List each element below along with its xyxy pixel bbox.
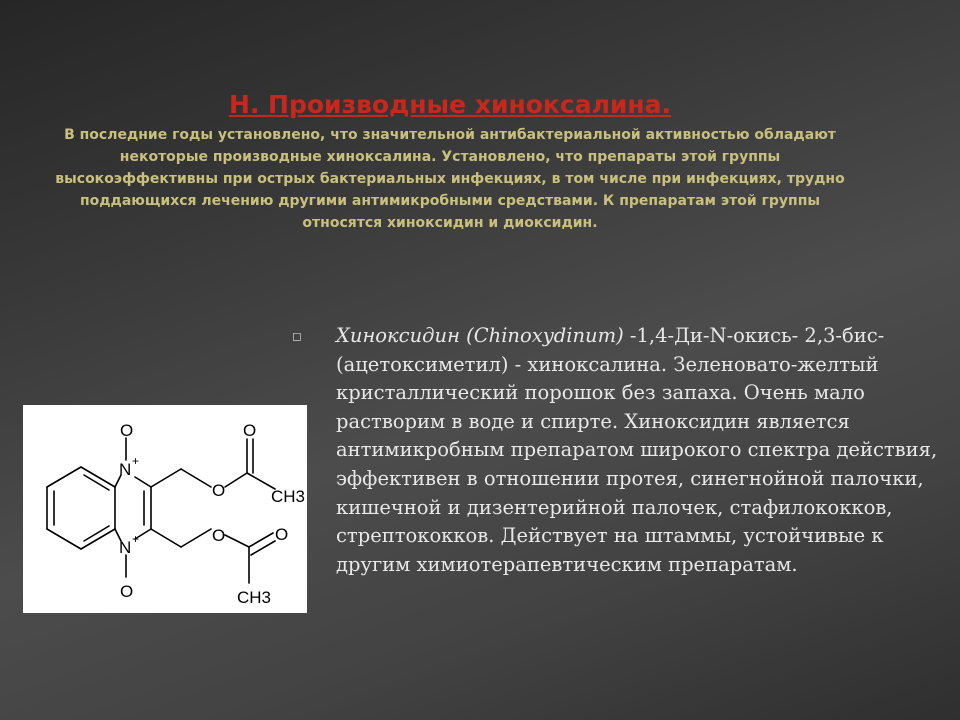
- bond: [47, 529, 81, 549]
- ester-oxygen-bottom: O: [212, 526, 226, 545]
- slide-title: Н. Производные хиноксалина.: [228, 90, 672, 119]
- formula-drawing: [23, 405, 307, 613]
- bond: [181, 469, 211, 487]
- bullet-text: [336, 322, 952, 579]
- bond: [225, 473, 247, 487]
- drug-description: -1,4-Ди-N-окись- 2,3-бис-(ацетоксиметил) - хиноксалина. Зеленовато-желтый кристаллический порошок без запаха. Очень мало растворим в воде и спирте. Хиноксидин является антимикробным препаратом широкого спектра действия, эффективен в отношении протея, синегнойной палочки, кишечной и дизентерийной палочек, стафилококков, стрептококков. Действует на штаммы, устойчивые к другим химиотерапевтическим препаратам.: [336, 324, 938, 576]
- bond: [225, 535, 249, 547]
- ester-oxygen-top: O: [212, 481, 226, 500]
- carbonyl-oxygen-top: O: [243, 421, 257, 440]
- bond: [135, 477, 151, 487]
- chinoxydinum-structural-formula: [23, 405, 307, 613]
- intro-paragraph: В последние годы установлено, что значительной антибактериальной активностью обладают некоторые производные хиноксалина. Установлено, что препараты этой группы высокоэффективны при острых бактериальных инфекциях, в том числе при инфекциях, трудно поддающихся лечению другими антимикробными средствами. К препаратам этой группы относятся хиноксидин и диоксидин.: [55, 127, 845, 231]
- methyl-top: CH3: [271, 487, 306, 506]
- bond: [151, 469, 181, 487]
- bond: [47, 467, 81, 487]
- oxide-oxygen-bottom: O: [120, 582, 134, 601]
- charge-plus-top: +: [132, 454, 140, 468]
- oxide-oxygen-top: O: [120, 421, 134, 440]
- drug-name: Хиноксидин (Chinoxydinum): [336, 324, 624, 347]
- charge-plus-bottom: +: [132, 532, 140, 546]
- nitrogen-top: N: [119, 460, 132, 479]
- bond: [84, 526, 109, 541]
- bond: [84, 475, 109, 490]
- bond: [181, 529, 211, 547]
- square-bullet-icon: ◻: [292, 329, 302, 343]
- bullet-item: [292, 322, 952, 579]
- bond: [151, 529, 181, 547]
- carbonyl-oxygen-bottom: O: [275, 525, 289, 544]
- title-block: [40, 90, 860, 234]
- methyl-bottom: CH3: [237, 588, 272, 607]
- nitrogen-bottom: N: [119, 538, 132, 557]
